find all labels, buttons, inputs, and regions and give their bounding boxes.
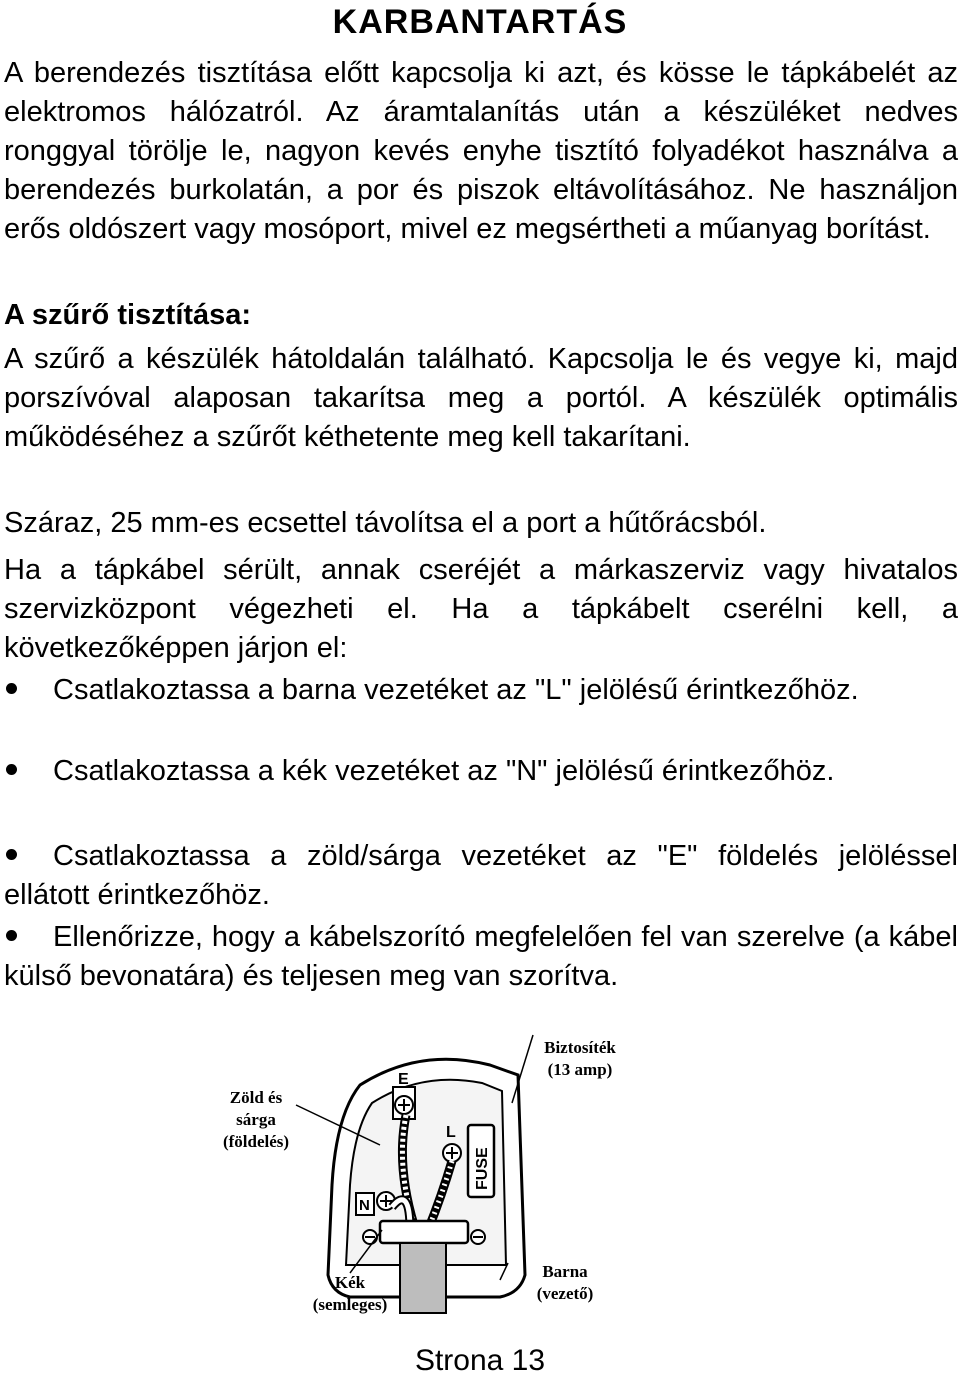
bullet-item-brown: [4, 671, 958, 710]
bullet-text: Ellenőrizze, hogy a kábelszorító megfelelően fel van szerelve (a kábel külső bevonatára) és teljesen meg van szorítva.: [4, 921, 958, 992]
bullet-dot-icon: [6, 683, 17, 694]
neutral-label-line1: Kék: [334, 1273, 366, 1292]
filter-heading: A szűrő tisztítása:: [4, 299, 252, 331]
bullet-dot-icon: [6, 930, 17, 941]
earth-label-line2: sárga: [236, 1110, 276, 1129]
bullet-item-cord-grip: [4, 918, 958, 996]
filter-paragraph: A szűrő a készülék hátoldalán található. Kapcsolja le és vegye ki, majd porszívóval alaposan takarítsa meg a portól. A készülék optimális működéséhez a szűrőt kéthetente meg kell takarítani.: [4, 343, 958, 453]
live-label: [525, 1261, 605, 1305]
plug-wiring-diagram: [200, 1025, 640, 1325]
intro-paragraph: A berendezés tisztítása előtt kapcsolja ki azt, és kösse le tápkábelét az elektromos hálózatról. Az áramtalanítás után a készüléket nedves ronggyal törölje le, nagyon kevés enyhe tisztító folyadékot használva a berendezés burkolatán, a por és piszok eltávolításához. Ne használjon erős oldószert vagy mosóport, mivel ez megsértheti a műanyag borítást.: [4, 57, 958, 245]
fuse-label-line1: Biztosíték: [544, 1038, 616, 1057]
terminal-l-label: L: [446, 1124, 456, 1141]
terminal-n-label: N: [359, 1197, 370, 1214]
bullet-text: Csatlakoztassa a zöld/sárga vezetéket az "E" földelés jelöléssel ellátott érintkezőhöz.: [4, 840, 958, 911]
cord-grip: [380, 1221, 468, 1243]
bullet-dot-icon: [6, 764, 17, 775]
bullet-dot-icon: [6, 849, 17, 860]
fuse-label: [530, 1037, 630, 1081]
bullet-item-green-yellow: [4, 837, 958, 915]
page-title: KARBANTARTÁS: [332, 3, 628, 41]
live-label-line2: (vezető): [536, 1284, 594, 1303]
power-cable: [400, 1243, 446, 1313]
bullet-text: Csatlakoztassa a kék vezetéket az "N" jelölésű érintkezőhöz.: [53, 755, 835, 787]
brush-paragraph: Száraz, 25 mm-es ecsettel távolítsa el a port a hűtőrácsból.: [4, 507, 767, 539]
bullet-text: Csatlakoztassa a barna vezetéket az "L" jelölésű érintkezőhöz.: [53, 674, 859, 706]
terminal-e-label: E: [398, 1071, 409, 1088]
neutral-label-line2: (semleges): [312, 1295, 388, 1314]
neutral-label: [300, 1272, 400, 1316]
live-label-line1: Barna: [542, 1262, 588, 1281]
earth-label-line3: (földelés): [222, 1132, 290, 1151]
bullet-item-blue: [4, 752, 958, 791]
fuse-label-line2: (13 amp): [547, 1060, 613, 1079]
cable-paragraph: Ha a tápkábel sérült, annak cseréjét a márkaszerviz vagy hivatalos szervizközpont végezheti el. Ha a tápkábelt cserélni kell, a következőképpen járjon el:: [4, 554, 958, 664]
earth-label: [210, 1087, 302, 1153]
page-number: Strona 13: [414, 1344, 546, 1377]
fuse-text: FUSE: [474, 1147, 491, 1190]
earth-label-line1: Zöld és: [229, 1088, 283, 1107]
